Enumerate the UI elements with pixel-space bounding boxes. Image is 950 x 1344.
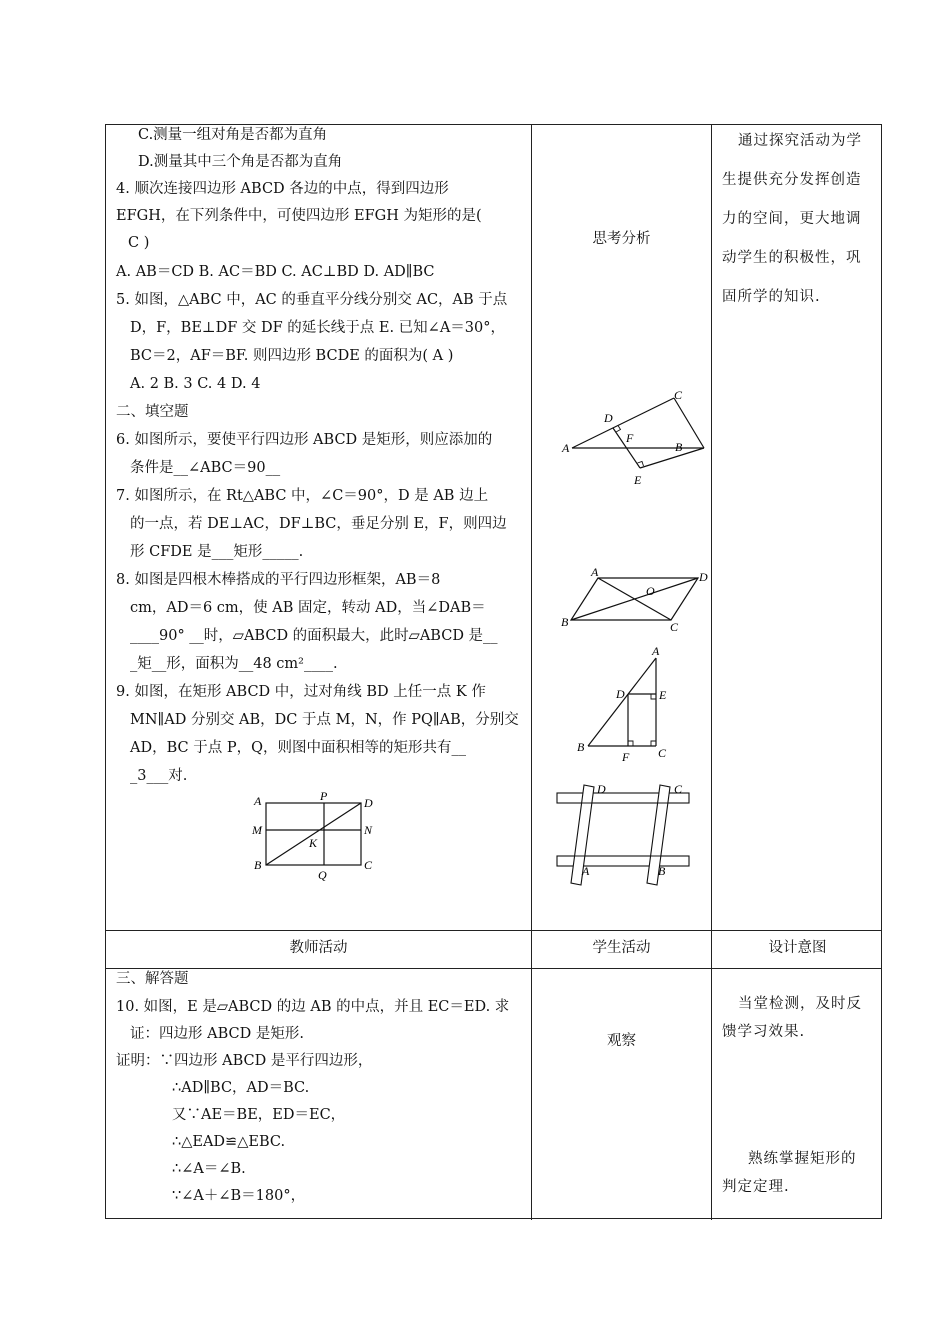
header-design-intent: 设计意图 <box>768 940 827 956</box>
question-6: 6. 如图所示，要使平行四边形 ABCD 是矩形，则应添加的 <box>116 432 493 448</box>
line: D，F，BE⊥DF 交 DF 的延长线于点 E. 已知∠A＝30°， <box>130 320 505 336</box>
label-P: P <box>320 789 328 803</box>
choices: A. AB＝CD B. AC＝BD C. AC⊥BD D. AD∥BC <box>116 264 435 280</box>
line: 条件是__∠ABC＝90__ <box>130 460 281 476</box>
line: MN∥AD 分别交 AB，DC 于点 M，N，作 PQ∥AB，分别交 <box>130 712 519 728</box>
lesson-table <box>105 124 882 1219</box>
label-F: F <box>622 750 630 764</box>
label-B: B <box>675 440 683 454</box>
proof-line: ∵∠A＋∠B＝180°， <box>172 1188 306 1204</box>
section-heading: 二、填空题 <box>116 404 189 420</box>
line: 形 CFDE 是___矩形_____. <box>130 544 304 560</box>
line: 当堂检测，及时反 <box>738 996 862 1012</box>
intent-cell <box>712 125 883 930</box>
figure-q9-rectangle <box>251 789 381 882</box>
figure-q5-triangle <box>562 389 692 489</box>
line: 通过探究活动为学 <box>738 133 862 149</box>
question-9: 9. 如图，在矩形 ABCD 中，过对角线 BD 上任一点 K 作 <box>116 684 486 700</box>
question-5: 5. 如图，△ABC 中，AC 的垂直平分线分别交 AC，AB 于点 <box>116 292 508 308</box>
label-D: D <box>597 782 606 796</box>
line: cm，AD＝6 cm，使 AB 固定，转动 AD，当∠DAB＝ <box>130 600 486 616</box>
analysis-label: 思考分析 <box>592 231 651 247</box>
line: D.测量其中三个角是否都为直角 <box>138 154 343 170</box>
section-heading: 三、解答题 <box>116 971 189 987</box>
label-M: M <box>252 823 262 837</box>
label-D: D <box>699 570 708 584</box>
label-K: K <box>309 836 318 850</box>
label-C: C <box>670 620 679 634</box>
label-F: F <box>626 431 634 445</box>
observe-label: 观察 <box>607 1033 636 1049</box>
label-A: A <box>591 565 599 579</box>
proof-line: ∴∠A＝∠B. <box>172 1161 246 1177</box>
label-B: B <box>254 858 262 872</box>
label-B: B <box>561 615 569 629</box>
question-8: 8. 如图是四根木棒搭成的平行四边形框架，AB＝8 <box>116 572 441 588</box>
proof-line: ∴AD∥BC，AD＝BC. <box>172 1080 310 1096</box>
answer: C ) <box>128 235 150 251</box>
header-teacher-activity: 教师活动 <box>289 940 348 956</box>
label-C: C <box>364 858 373 872</box>
proof-line: 又∵AE＝BE，ED＝EC， <box>172 1107 346 1123</box>
proof-line: 证明：∵四边形 ABCD 是平行四边形， <box>116 1053 373 1069</box>
line: _3___对. <box>130 768 188 784</box>
line: 判定定理. <box>722 1179 790 1195</box>
label-C: C <box>674 388 683 402</box>
label-B: B <box>658 864 666 878</box>
line: 馈学习效果. <box>722 1024 806 1040</box>
label-D: D <box>364 796 373 810</box>
line: 的一点，若 DE⊥AC，DF⊥BC，垂足分别 E，F，则四边 <box>130 516 507 532</box>
label-A: A <box>582 864 590 878</box>
line: 力的空间，更大地调 <box>722 211 862 227</box>
analysis-cell <box>532 125 711 930</box>
line: 动学生的积极性，巩 <box>722 250 862 266</box>
label-A: A <box>254 794 262 808</box>
line: BC＝2，AF＝BF. 则四边形 BCDE 的面积为( A ) <box>130 348 454 364</box>
exercise-cell <box>106 125 531 930</box>
figure-q8-wooden-frame <box>552 781 697 893</box>
line: _矩__形，面积为__48 cm²____. <box>130 656 338 672</box>
question-4: 4. 顺次连接四边形 ABCD 各边的中点，得到四边形 <box>116 181 449 197</box>
label-B: B <box>577 740 585 754</box>
proof-cell <box>106 969 531 1219</box>
label-N: N <box>364 823 373 837</box>
line: AD，BC 于点 P，Q，则图中面积相等的矩形共有__ <box>130 740 466 756</box>
label-C: C <box>674 782 683 796</box>
choices: A. 2 B. 3 C. 4 D. 4 <box>130 376 261 392</box>
proof-line: ∴△EAD≌△EBC. <box>172 1134 286 1150</box>
figure-q7-right-triangle <box>576 644 676 765</box>
line: ____90° __时，▱ABCD 的面积最大，此时▱ABCD 是__ <box>130 628 498 644</box>
line: 生提供充分发挥创造 <box>722 172 862 188</box>
row-divider-1 <box>106 930 881 931</box>
label-D: D <box>604 411 613 425</box>
label-E: E <box>634 473 642 487</box>
label-C: C <box>658 746 667 760</box>
header-student-activity: 学生活动 <box>592 940 651 956</box>
label-D: D <box>616 687 625 701</box>
line: 熟练掌握矩形的 <box>748 1151 857 1167</box>
line: EFGH，在下列条件中，可使四边形 EFGH 为矩形的是( <box>116 208 482 224</box>
figure-q6-parallelogram <box>558 565 708 635</box>
label-E: E <box>659 688 667 702</box>
line: 证：四边形 ABCD 是矩形. <box>130 1026 304 1042</box>
label-A: A <box>562 441 570 455</box>
label-A: A <box>652 644 660 658</box>
question-10: 10. 如图，E 是▱ABCD 的边 AB 的中点，并且 EC＝ED. 求 <box>116 999 510 1015</box>
question-7: 7. 如图所示，在 Rt△ABC 中，∠C＝90°，D 是 AB 边上 <box>116 488 489 504</box>
line: 固所学的知识. <box>722 289 821 305</box>
label-Q: Q <box>318 868 327 882</box>
intent-cell-lower <box>712 969 883 1219</box>
label-O: O <box>646 584 655 598</box>
line: C.测量一组对角是否都为直角 <box>138 127 328 143</box>
